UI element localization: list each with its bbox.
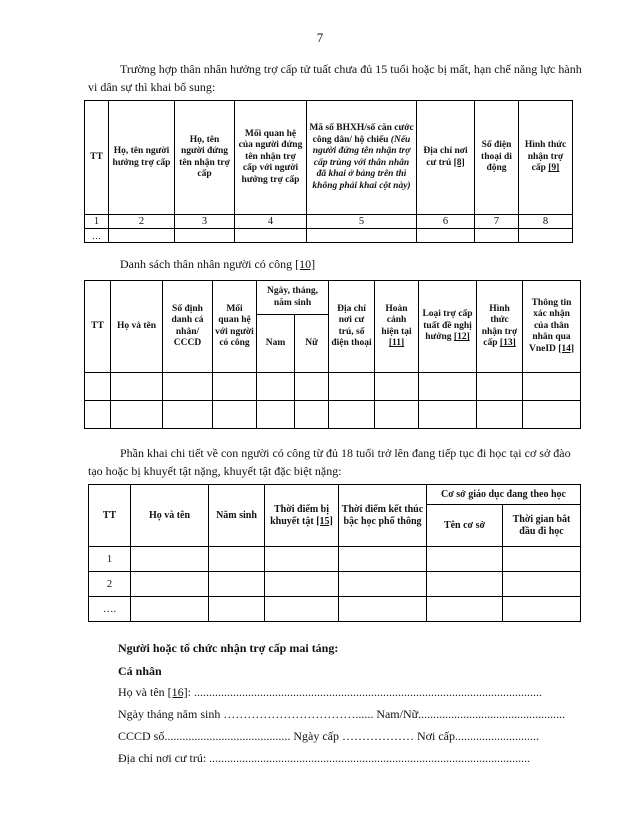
children-header-row-1 (89, 485, 581, 505)
vneid-label: Thông tin xác nhận của thân nhân qua VneID (528, 297, 572, 354)
col-name: Họ và tên (131, 485, 209, 547)
index-cell: 7 (475, 215, 519, 229)
relatives-list-title (88, 255, 584, 273)
empty-cell[interactable] (329, 401, 375, 429)
empty-cell[interactable] (257, 401, 295, 429)
table-row (89, 597, 581, 622)
empty-cell[interactable] (163, 401, 213, 429)
empty-cell[interactable] (85, 373, 111, 401)
col-method (519, 101, 573, 215)
address-label: Địa chỉ nơi cư trú (423, 146, 468, 168)
empty-cell[interactable] (427, 547, 503, 572)
empty-cell[interactable] (235, 229, 307, 243)
index-cell: 4 (235, 215, 307, 229)
empty-cell[interactable] (109, 229, 175, 243)
col-tt: TT (89, 485, 131, 547)
index-cell: 3 (175, 215, 235, 229)
id-label: Mã số BHXH/số căn cước công dân/ hộ chiếu (309, 123, 414, 145)
col-school-start: Thời gian bắt đầu đi học (503, 505, 581, 547)
empty-cell[interactable] (339, 547, 427, 572)
empty-cell[interactable] (295, 401, 329, 429)
footnote-link-8[interactable]: [8] (453, 157, 465, 168)
footnote-link-13[interactable]: [13] (499, 338, 516, 348)
col-relation: Mối quan hệ của người đứng tên nhận trợ cấp với người hưởng trợ cấp (235, 101, 307, 215)
id-field-line[interactable]: CCCD số.......................................... Ngày cấp ……………… Nơi cấp............................ (118, 729, 539, 743)
empty-cell[interactable] (523, 373, 581, 401)
children-details-intro: Phần khai chi tiết về con người có công từ đủ 18 tuổi trở lên đang tiếp tục đi học tại cơ sở đào tạo hoặc bị khuyết tật nặng, khuyết tật đặc biệt nặng: (88, 446, 571, 478)
empty-cell[interactable] (477, 401, 523, 429)
empty-cell[interactable] (475, 229, 519, 243)
row-number: …. (89, 597, 131, 622)
empty-cell[interactable] (265, 597, 339, 622)
dob-gender-field-line[interactable]: Ngày tháng năm sinh ……………………………...... Nam/Nữ................................................. (118, 707, 566, 721)
row-number: 2 (89, 572, 131, 597)
empty-cell[interactable] (175, 229, 235, 243)
footnote-link-14[interactable]: [14] (558, 343, 575, 354)
table-row (85, 401, 581, 429)
table-row (89, 572, 581, 597)
col-vneid (523, 281, 581, 373)
individual-subheading: Cá nhân (118, 664, 162, 678)
empty-cell[interactable] (503, 597, 581, 622)
empty-cell[interactable] (257, 373, 295, 401)
index-cell: 2 (109, 215, 175, 229)
index-row (85, 215, 573, 229)
continuation-cell: … (85, 229, 109, 243)
name-field-line[interactable] (118, 685, 542, 700)
empty-cell[interactable] (265, 572, 339, 597)
benefit-label: Loại trợ cấp tuất đề nghị hưởng (422, 309, 473, 343)
footnote-link-11[interactable]: [11] (388, 338, 405, 348)
footnote-link-12[interactable]: [12] (453, 332, 470, 343)
col-representative-name: Họ, tên người đứng tên nhận trợ cấp (175, 101, 235, 215)
col-disability-time (265, 485, 339, 547)
empty-cell[interactable] (131, 572, 209, 597)
col-name: Họ và tên (111, 281, 163, 373)
empty-cell[interactable] (295, 373, 329, 401)
col-relation: Mối quan hệ với người có công (213, 281, 257, 373)
col-male: Nam (257, 315, 295, 373)
col-female: Nữ (295, 315, 329, 373)
empty-cell[interactable] (519, 229, 573, 243)
page-number: 7 (316, 30, 324, 45)
method-label: Hình thức nhận trợ cấp (481, 303, 518, 348)
empty-cell[interactable] (427, 597, 503, 622)
empty-cell[interactable] (111, 373, 163, 401)
empty-cell[interactable] (209, 597, 265, 622)
col-method (477, 281, 523, 373)
empty-cell[interactable] (419, 401, 477, 429)
footnote-link-15[interactable]: [15] (316, 515, 333, 527)
table-row (85, 229, 573, 243)
empty-cell[interactable] (375, 373, 419, 401)
table-row (89, 547, 581, 572)
empty-cell[interactable] (417, 229, 475, 243)
empty-cell[interactable] (503, 572, 581, 597)
col-graduation: Thời điểm kết thúc bậc học phổ thông (339, 485, 427, 547)
col-address: Địa chỉ nơi cư trú, số điện thoại (329, 281, 375, 373)
empty-cell[interactable] (307, 229, 417, 243)
col-dob: Ngày, tháng, năm sinh (257, 281, 329, 315)
index-cell: 1 (85, 215, 109, 229)
empty-cell[interactable] (163, 373, 213, 401)
situation-label: Hoàn cảnh hiện tại (381, 303, 412, 337)
empty-cell[interactable] (339, 572, 427, 597)
id-note: (Nếu người đứng tên nhận trợ cấp trùng với thân nhân đã khai ở bảng trên thì không phải khai cột này) (312, 134, 411, 191)
guardian-table (84, 100, 573, 243)
empty-cell[interactable] (503, 547, 581, 572)
footnote-link-9[interactable]: [9] (548, 163, 560, 174)
empty-cell[interactable] (419, 373, 477, 401)
footnote-link-10[interactable]: [10] (295, 257, 316, 271)
empty-cell[interactable] (209, 572, 265, 597)
index-cell: 8 (519, 215, 573, 229)
index-cell: 5 (307, 215, 417, 229)
col-tt: TT (85, 101, 109, 215)
empty-cell[interactable] (427, 572, 503, 597)
empty-cell[interactable] (329, 373, 375, 401)
empty-cell[interactable] (375, 401, 419, 429)
relatives-header-row-1 (85, 281, 581, 315)
col-id: Số định danh cá nhân/ CCCD (163, 281, 213, 373)
col-id-number (307, 101, 417, 215)
empty-cell[interactable] (477, 373, 523, 401)
empty-cell[interactable] (209, 547, 265, 572)
col-school-group: Cơ sở giáo dục đang theo học (427, 485, 581, 505)
col-birth-year: Năm sinh (209, 485, 265, 547)
empty-cell[interactable] (523, 401, 581, 429)
name-label: Họ và tên (118, 685, 168, 699)
address-field-line[interactable]: Địa chỉ nơi cư trú: ........................................................................................................... (118, 751, 531, 765)
empty-cell[interactable] (111, 401, 163, 429)
col-beneficiary-name: Họ, tên người hưởng trợ cấp (109, 101, 175, 215)
footnote-link-16[interactable]: [16] (167, 685, 188, 699)
row-number: 1 (89, 547, 131, 572)
col-school-name: Tên cơ sở (427, 505, 503, 547)
disability-label: Thời điểm bị khuyết tật (270, 504, 329, 527)
empty-cell[interactable] (131, 597, 209, 622)
children-table (88, 484, 581, 622)
table-row (85, 373, 581, 401)
col-phone: Số điện thoại di động (475, 101, 519, 215)
col-benefit (419, 281, 477, 373)
empty-cell[interactable] (339, 597, 427, 622)
funeral-recipient-heading: Người hoặc tổ chức nhận trợ cấp mai táng: (118, 641, 339, 655)
col-address (417, 101, 475, 215)
relatives-title-text: Danh sách thân nhân người có công (120, 257, 296, 271)
empty-cell[interactable] (213, 373, 257, 401)
method-label: Hình thức nhận trợ cấp (524, 140, 567, 174)
col-situation (375, 281, 419, 373)
beneficiary-guardian-intro: Trường hợp thân nhân hưởng trợ cấp tử tuất chưa đủ 15 tuổi hoặc bị mất, hạn chế năng lực hành vi dân sự thì khai bổ sung: (88, 62, 582, 94)
empty-cell[interactable] (85, 401, 111, 429)
empty-cell[interactable] (131, 547, 209, 572)
col-tt: TT (85, 281, 111, 373)
empty-cell[interactable] (265, 547, 339, 572)
relatives-table (84, 280, 581, 429)
guardian-table-header (85, 101, 573, 215)
empty-cell[interactable] (213, 401, 257, 429)
name-dots: : .................................................................................................................... (187, 685, 542, 699)
index-cell: 6 (417, 215, 475, 229)
